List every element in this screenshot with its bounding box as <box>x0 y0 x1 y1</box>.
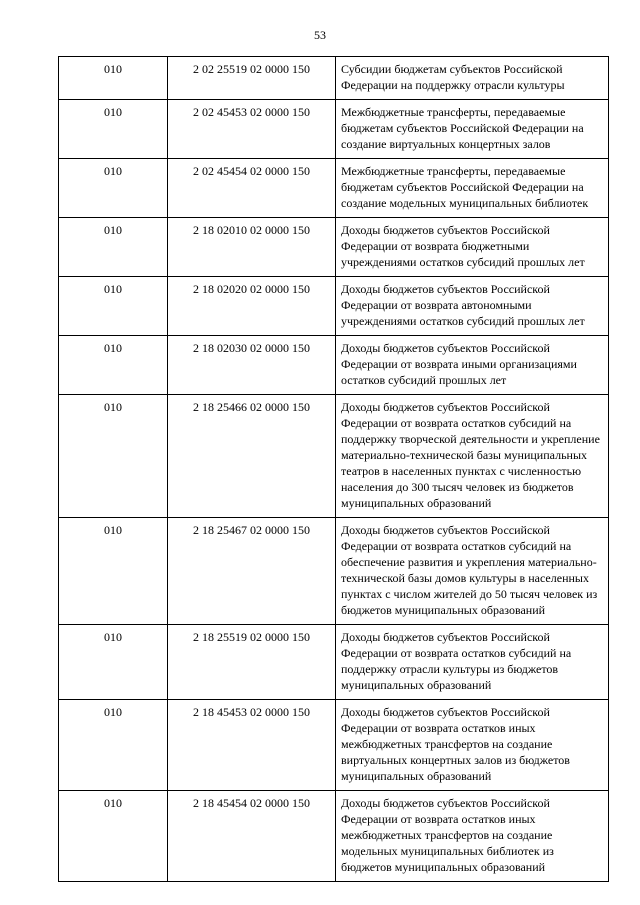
revenue-name-cell: Межбюджетные трансферты, передаваемые бюджетам субъектов Российской Федерации на создание модельных муниципальных библиотек <box>336 159 609 218</box>
page-number: 53 <box>314 28 326 42</box>
budget-code-cell: 2 18 02010 02 0000 150 <box>168 218 336 277</box>
admin-code-cell: 010 <box>59 336 168 395</box>
revenue-name-cell: Межбюджетные трансферты, передаваемые бюджетам субъектов Российской Федерации на создание виртуальных концертных залов <box>336 100 609 159</box>
table-row <box>59 277 609 336</box>
table-row <box>59 625 609 700</box>
revenue-name-cell: Доходы бюджетов субъектов Российской Федерации от возврата остатков иных межбюджетных трансфертов на создание модельных муниципальных библиотек из бюджетов муниципальных образований <box>336 791 609 882</box>
revenue-name-cell: Доходы бюджетов субъектов Российской Федерации от возврата иными организациями остатков субсидий прошлых лет <box>336 336 609 395</box>
table-row <box>59 159 609 218</box>
revenue-name-cell: Доходы бюджетов субъектов Российской Федерации от возврата остатков иных межбюджетных трансфертов на создание виртуальных концертных залов из бюджетов муниципальных образований <box>336 700 609 791</box>
admin-code-cell: 010 <box>59 277 168 336</box>
admin-code-cell: 010 <box>59 395 168 518</box>
budget-code-cell: 2 18 02020 02 0000 150 <box>168 277 336 336</box>
revenue-name-cell: Доходы бюджетов субъектов Российской Федерации от возврата остатков субсидий на поддержку творческой деятельности и укрепление материально-технической базы муниципальных театров в населенных пунктах с численностью населения до 300 тысяч человек из бюджетов муниципальных образований <box>336 395 609 518</box>
admin-code-cell: 010 <box>59 791 168 882</box>
revenue-codes-table <box>58 56 609 882</box>
table-body <box>59 57 609 882</box>
table-row <box>59 100 609 159</box>
revenue-name-cell: Субсидии бюджетам субъектов Российской Федерации на поддержку отрасли культуры <box>336 57 609 100</box>
table-row <box>59 395 609 518</box>
budget-code-cell: 2 18 45453 02 0000 150 <box>168 700 336 791</box>
budget-code-cell: 2 18 25519 02 0000 150 <box>168 625 336 700</box>
revenue-name-cell: Доходы бюджетов субъектов Российской Федерации от возврата бюджетными учреждениями остатков субсидий прошлых лет <box>336 218 609 277</box>
budget-code-cell: 2 02 45454 02 0000 150 <box>168 159 336 218</box>
budget-code-cell: 2 02 25519 02 0000 150 <box>168 57 336 100</box>
table-row <box>59 218 609 277</box>
budget-code-cell: 2 18 02030 02 0000 150 <box>168 336 336 395</box>
budget-code-cell: 2 02 45453 02 0000 150 <box>168 100 336 159</box>
admin-code-cell: 010 <box>59 625 168 700</box>
table-row <box>59 57 609 100</box>
budget-code-cell: 2 18 25466 02 0000 150 <box>168 395 336 518</box>
revenue-name-cell: Доходы бюджетов субъектов Российской Федерации от возврата остатков субсидий на поддержку отрасли культуры из бюджетов муниципальных образований <box>336 625 609 700</box>
table-row <box>59 791 609 882</box>
budget-code-cell: 2 18 25467 02 0000 150 <box>168 518 336 625</box>
budget-code-cell: 2 18 45454 02 0000 150 <box>168 791 336 882</box>
admin-code-cell: 010 <box>59 100 168 159</box>
admin-code-cell: 010 <box>59 218 168 277</box>
admin-code-cell: 010 <box>59 159 168 218</box>
revenue-name-cell: Доходы бюджетов субъектов Российской Федерации от возврата автономными учреждениями остатков субсидий прошлых лет <box>336 277 609 336</box>
admin-code-cell: 010 <box>59 700 168 791</box>
table-row <box>59 518 609 625</box>
table-row <box>59 336 609 395</box>
table-row <box>59 700 609 791</box>
admin-code-cell: 010 <box>59 518 168 625</box>
revenue-name-cell: Доходы бюджетов субъектов Российской Федерации от возврата остатков субсидий на обеспечение развития и укрепления материально-технической базы домов культуры в населенных пунктах с числом жителей до 50 тысяч человек из бюджетов муниципальных образований <box>336 518 609 625</box>
admin-code-cell: 010 <box>59 57 168 100</box>
